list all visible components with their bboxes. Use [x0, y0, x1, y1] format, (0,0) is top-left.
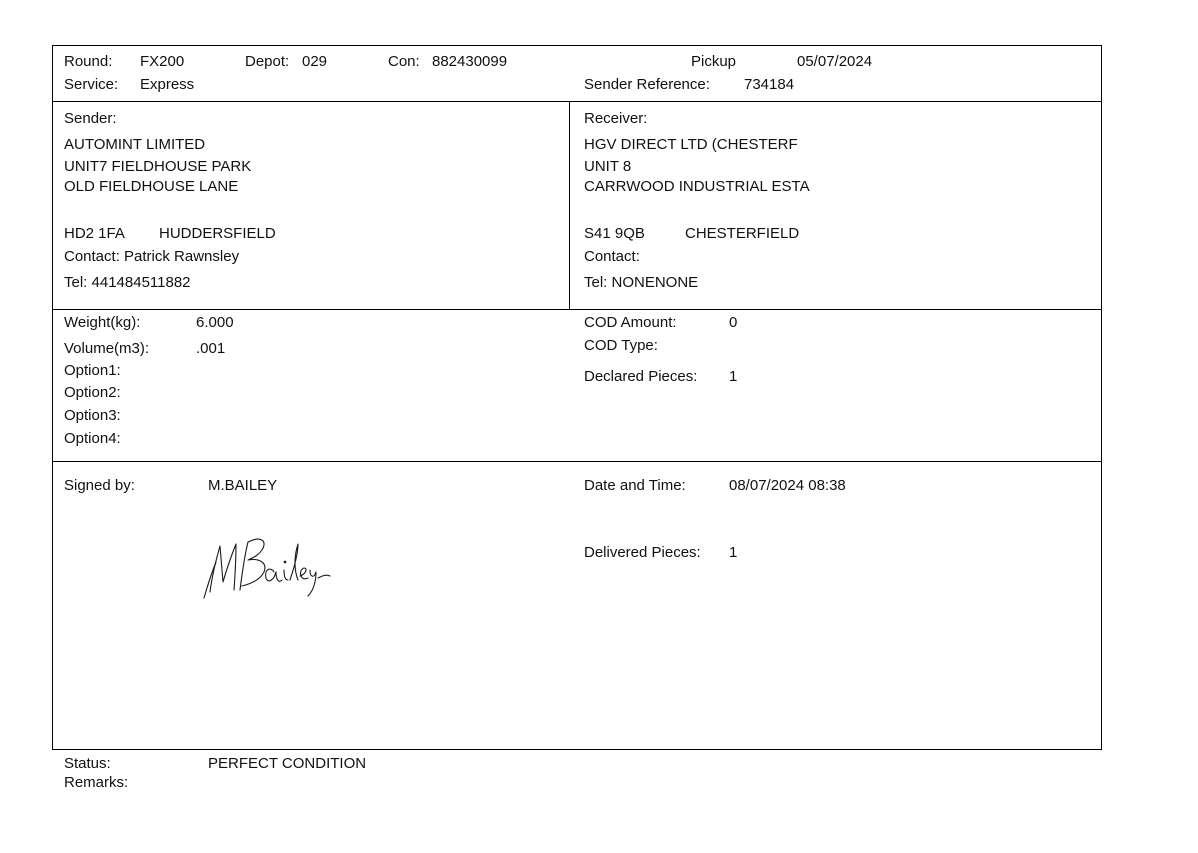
volume-label: Volume(m3): — [64, 340, 150, 357]
sender-city: HUDDERSFIELD — [159, 225, 276, 242]
delivered-pieces-value: 1 — [729, 544, 738, 561]
signed-by-label: Signed by: — [64, 477, 135, 494]
con-label: Con: — [388, 53, 420, 70]
receiver-address-line1: UNIT 8 — [584, 158, 632, 175]
receiver-tel: Tel: NONENONE — [584, 274, 699, 291]
option3-label: Option3: — [64, 407, 121, 424]
round-value: FX200 — [140, 53, 185, 70]
divider-header — [52, 101, 1102, 102]
volume-value: .001 — [196, 340, 226, 357]
divider-addresses — [52, 309, 1102, 310]
delivered-pieces-label: Delivered Pieces: — [584, 544, 701, 561]
receiver-city: CHESTERFIELD — [685, 225, 800, 242]
sender-heading: Sender: — [64, 110, 117, 127]
round-label: Round: — [64, 53, 113, 70]
option1-label: Option1: — [64, 362, 121, 379]
depot-label: Depot: — [245, 53, 290, 70]
sender-address-line2: OLD FIELDHOUSE LANE — [64, 178, 239, 195]
weight-label: Weight(kg): — [64, 314, 141, 331]
pickup-date: 05/07/2024 — [797, 53, 873, 70]
service-label: Service: — [64, 76, 119, 93]
sender-reference-label: Sender Reference: — [584, 76, 710, 93]
receiver-postcode: S41 9QB — [584, 225, 645, 242]
option4-label: Option4: — [64, 430, 121, 447]
weight-value: 6.000 — [196, 314, 234, 331]
date-time-value: 08/07/2024 08:38 — [729, 477, 846, 494]
divider-sender-receiver — [569, 101, 570, 309]
cod-type-label: COD Type: — [584, 337, 658, 354]
declared-pieces-value: 1 — [729, 368, 738, 385]
sender-postcode: HD2 1FA — [64, 225, 125, 242]
receiver-heading: Receiver: — [584, 110, 648, 127]
sender-contact: Contact: Patrick Rawnsley — [64, 248, 240, 265]
signature-image — [196, 528, 346, 600]
remarks-label: Remarks: — [64, 774, 129, 791]
con-value: 882430099 — [432, 53, 508, 70]
option2-label: Option2: — [64, 384, 121, 401]
cod-amount-label: COD Amount: — [584, 314, 677, 331]
signed-by-value: M.BAILEY — [208, 477, 278, 494]
depot-value: 029 — [302, 53, 328, 70]
receiver-name: HGV DIRECT LTD (CHESTERF — [584, 136, 798, 153]
receiver-contact: Contact: — [584, 248, 640, 265]
document-frame — [52, 45, 1102, 750]
receiver-address-line2: CARRWOOD INDUSTRIAL ESTA — [584, 178, 810, 195]
date-time-label: Date and Time: — [584, 477, 686, 494]
divider-details — [52, 461, 1102, 462]
status-label: Status: — [64, 755, 111, 772]
sender-reference-value: 734184 — [744, 76, 795, 93]
declared-pieces-label: Declared Pieces: — [584, 368, 698, 385]
pickup-label: Pickup — [691, 53, 737, 70]
status-value: PERFECT CONDITION — [208, 755, 367, 772]
sender-address-line1: UNIT7 FIELDHOUSE PARK — [64, 158, 252, 175]
cod-amount-value: 0 — [729, 314, 738, 331]
sender-tel: Tel: 441484511882 — [64, 274, 191, 291]
sender-name: AUTOMINT LIMITED — [64, 136, 206, 153]
service-value: Express — [140, 76, 195, 93]
